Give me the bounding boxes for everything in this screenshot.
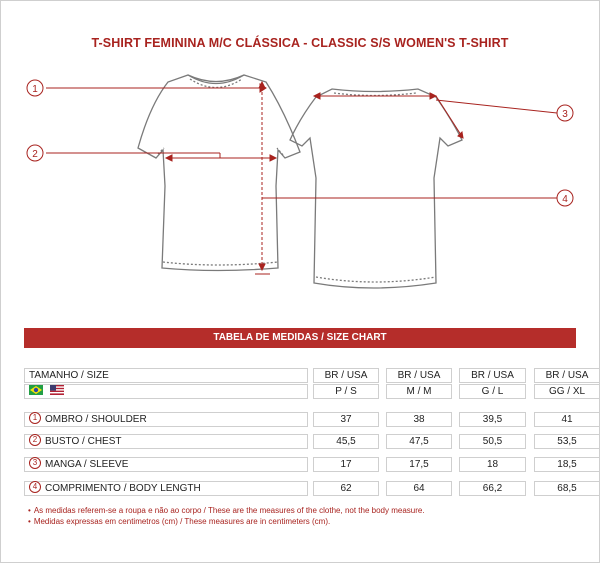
size-chart-banner: TABELA DE MEDIDAS / SIZE CHART (24, 328, 576, 348)
row-label (24, 457, 308, 472)
note-2-text: Medidas expressas em centimetros (cm) / These measures are in centimeters (cm). (33, 517, 331, 526)
back-tshirt (290, 89, 462, 288)
row-label (24, 412, 308, 427)
row-number-badge: 1 (29, 412, 41, 424)
row-number-badge: 3 (29, 457, 41, 469)
table-cell: 62 (313, 481, 379, 496)
row-label-text: BUSTO / CHEST (45, 436, 122, 447)
col-4-region: BR / USA (534, 368, 600, 383)
note-1-text: As medidas referem-se a roupa e não ao corpo / These are the measures of the clothe, not the body measure. (33, 506, 425, 515)
flags-cell (24, 384, 308, 399)
size-header-label: TAMANHO / SIZE (24, 368, 308, 383)
table-cell: 66,2 (459, 481, 526, 496)
callout-3-label: 3 (562, 109, 568, 120)
callout-4 (557, 190, 573, 206)
col-3-region: BR / USA (459, 368, 526, 383)
col-3-size: G / L (459, 384, 526, 399)
table-cell: 37 (313, 412, 379, 427)
note-1 (28, 506, 425, 515)
callout-1 (27, 80, 43, 96)
col-2-size: M / M (386, 384, 452, 399)
callout-4-label: 4 (562, 194, 568, 205)
col-1-size: P / S (313, 384, 379, 399)
note-2 (28, 517, 330, 526)
row-number-badge: 4 (29, 481, 41, 493)
col-1-region: BR / USA (313, 368, 379, 383)
col-4-size: GG / XL (534, 384, 600, 399)
usa-flag-icon (50, 385, 64, 395)
table-cell: 18,5 (534, 457, 600, 472)
table-cell: 17 (313, 457, 379, 472)
table-cell: 50,5 (459, 434, 526, 449)
row-label (24, 481, 308, 496)
table-cell: 53,5 (534, 434, 600, 449)
col-2-region: BR / USA (386, 368, 452, 383)
callout-1-label: 1 (32, 84, 38, 95)
callout-2-label: 2 (32, 149, 38, 160)
table-cell: 17,5 (386, 457, 452, 472)
brazil-flag-icon (29, 385, 43, 395)
row-label-text: MANGA / SLEEVE (45, 459, 129, 470)
table-cell: 68,5 (534, 481, 600, 496)
bullet-icon: • (28, 517, 31, 526)
callout-2 (27, 145, 43, 161)
table-cell: 18 (459, 457, 526, 472)
table-cell: 47,5 (386, 434, 452, 449)
table-cell: 38 (386, 412, 452, 427)
table-cell: 45,5 (313, 434, 379, 449)
measurement-lines (46, 82, 557, 274)
row-number-badge: 2 (29, 434, 41, 446)
bullet-icon: • (28, 506, 31, 515)
front-tshirt (138, 75, 300, 271)
row-label (24, 434, 308, 449)
row-label-text: OMBRO / SHOULDER (45, 414, 147, 425)
table-cell: 41 (534, 412, 600, 427)
table-cell: 64 (386, 481, 452, 496)
callout-3 (557, 105, 573, 121)
page-title: T-SHIRT FEMININA M/C CLÁSSICA - CLASSIC S/S WOMEN'S T-SHIRT (91, 36, 509, 50)
row-label-text: COMPRIMENTO / BODY LENGTH (45, 483, 201, 494)
table-cell: 39,5 (459, 412, 526, 427)
